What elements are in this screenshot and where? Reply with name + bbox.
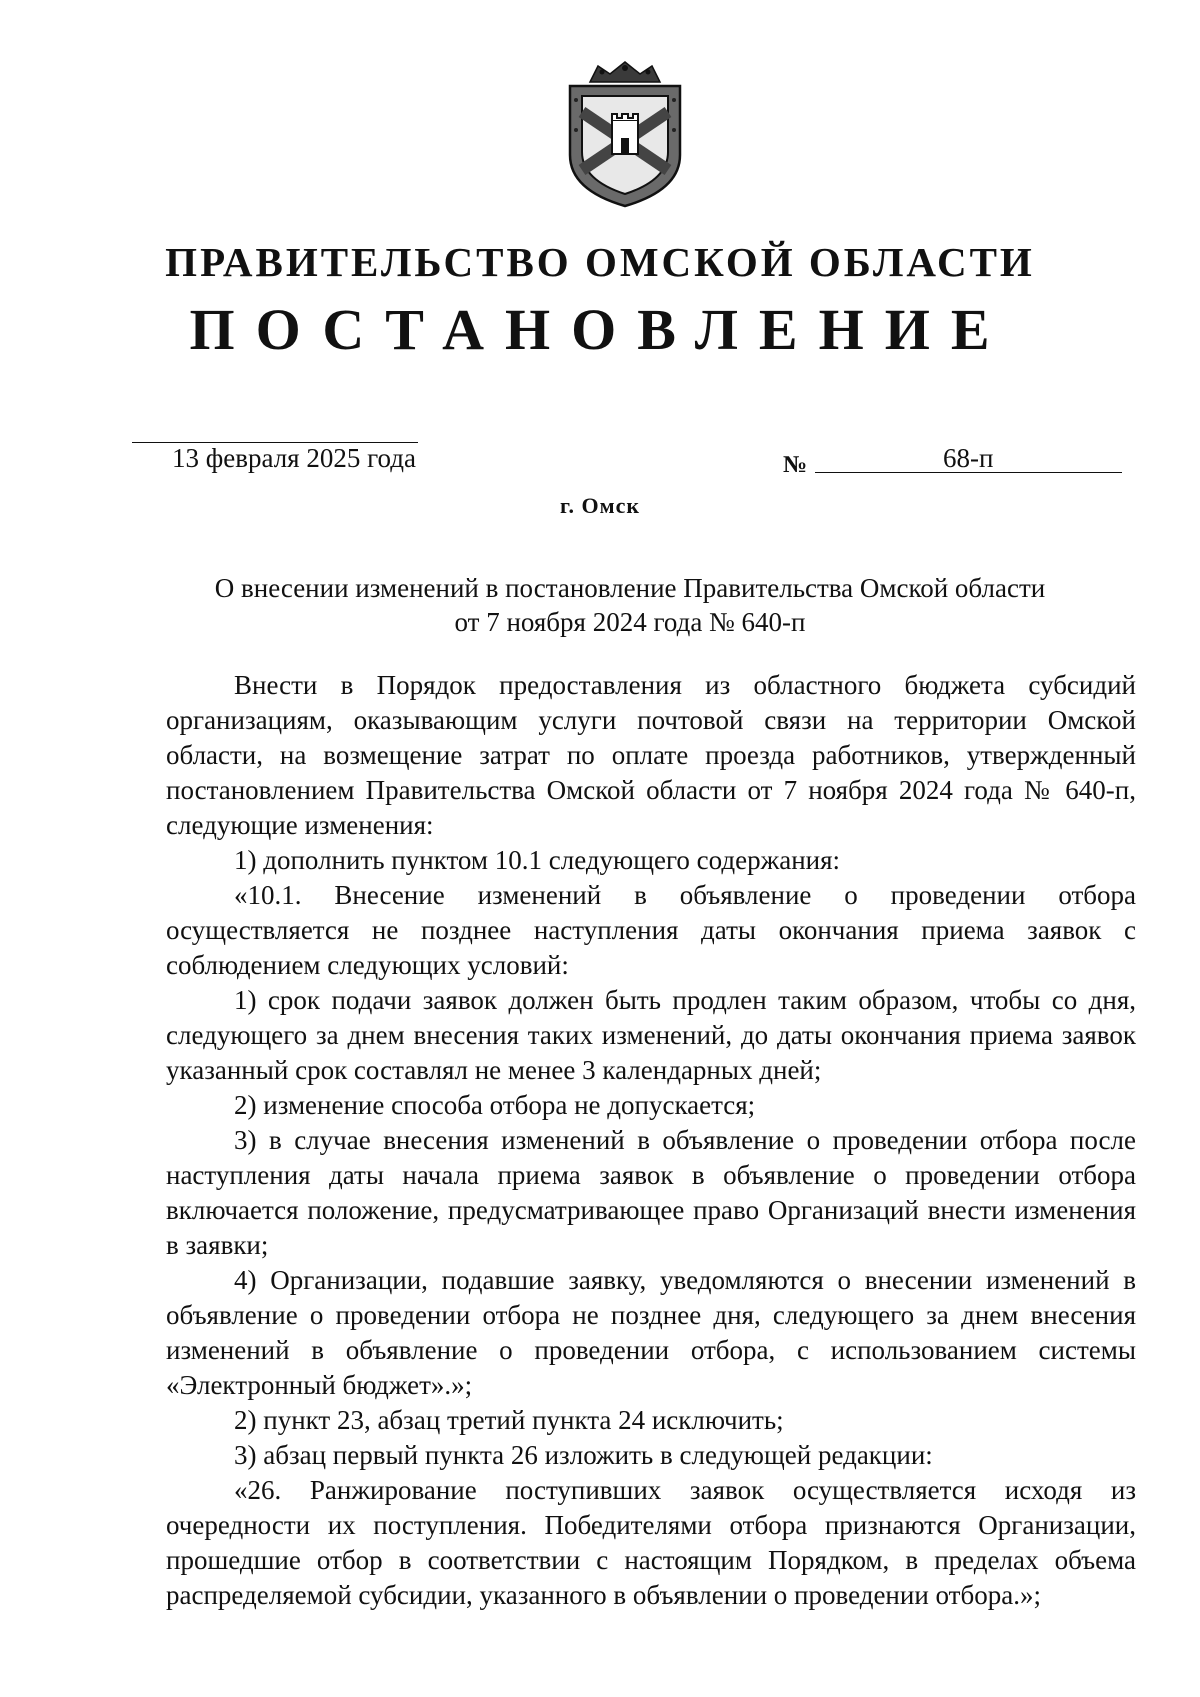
subject-line-1: О внесении изменений в постановление Правительства Омской области (214, 573, 1046, 603)
body-paragraph: 2) пункт 23, абзац третий пункта 24 исключить; (234, 1405, 784, 1435)
document-date: 13 февраля 2025 года (172, 443, 416, 473)
body-paragraph: «26. Ранжирование поступивших заявок осуществляется исходя из очередности их поступления. Победителями отбора признаются Организации, прошедшие отбор в соответствии с настоящим Порядком, в пределах объема распределяемой субсидии, указанного в объявлении о проведении отбора.»; (166, 1475, 1136, 1610)
body-paragraph: Внести в Порядок предоставления из областного бюджета субсидий организациям, оказывающим услуги почтовой связи на территории Омской области, на возмещение затрат по оплате проезда работников, утвержденный постановлением Правительства Омской области от 7 ноября 2024 года № 640-п, следующие изменения: (166, 670, 1136, 840)
number-sign: № (783, 452, 808, 478)
body-paragraph: 1) срок подачи заявок должен быть продлен таким образом, чтобы со дня, следующего за днем внесения таких изменений, до даты окончания приема заявок указанный срок составлял не менее 3 календарных дней; (166, 985, 1136, 1085)
body-paragraph: 2) изменение способа отбора не допускается; (234, 1090, 756, 1120)
organization-title: ПРАВИТЕЛЬСТВО ОМСКОЙ ОБЛАСТИ (165, 239, 1035, 285)
city-name: г. Омск (559, 493, 641, 518)
body-paragraph: 4) Организации, подавшие заявку, уведомляются о внесении изменений в объявление о проведении отбора не позднее дня, следующего за днем внесения изменений в объявление о проведении отбора, с использованием системы «Электронный бюджет».»; (166, 1265, 1136, 1400)
body-paragraph: 1) дополнить пунктом 10.1 следующего содержания: (234, 845, 841, 875)
omsk-region-coat-of-arms-icon (560, 60, 690, 210)
number-underline (815, 472, 1122, 473)
body-paragraph: 3) абзац первый пункта 26 изложить в следующей редакции: (234, 1440, 933, 1470)
date-underline (132, 442, 418, 443)
subject-line-2: от 7 ноября 2024 года № 640-п (454, 607, 806, 637)
document-type-heading: ПОСТАНОВЛЕНИЕ (189, 297, 1011, 362)
document-number: 68-п (943, 443, 994, 473)
document-subject (160, 571, 1100, 639)
body-paragraph: «10.1. Внесение изменений в объявление о проведении отбора осуществляется не позднее наступления даты окончания приема заявок с соблюдением следующих условий: (166, 880, 1136, 980)
document-body (166, 668, 1136, 1613)
body-paragraph: 3) в случае внесения изменений в объявление о проведении отбора после наступления даты начала приема заявок в объявление о проведении отбора включается положение, предусматривающее право Организаций внести изменения в заявки; (166, 1125, 1136, 1260)
